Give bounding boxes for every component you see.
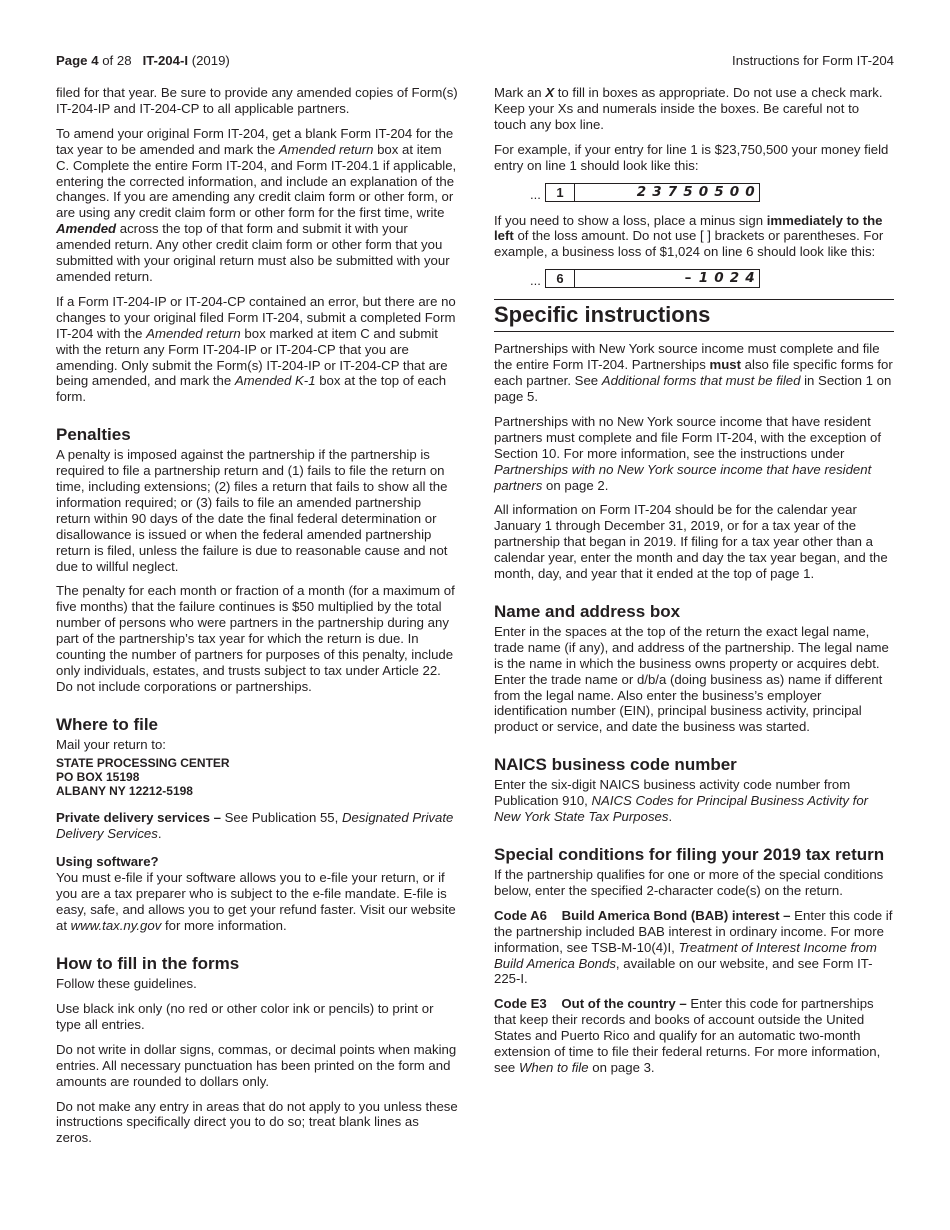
digit: 4 <box>745 270 755 287</box>
paragraph: Partnerships with New York source income must complete and file the entire Form IT-204. Partnerships must also file specific forms for each partner. See Additional forms that must be filed in Section 1 on page 5. <box>494 341 893 404</box>
right-column <box>494 85 894 1085</box>
paragraph: Mail your return to: <box>56 736 166 752</box>
example-entry-line-1 <box>494 183 894 203</box>
paragraph: Code A6 Build America Bond (BAB) interest – Enter this code if the partnership included BAB interest in ordinary income. For more information, see TSB-M-10(4)I, Treatment of Interest Income from Build America Bonds, available on our website, and see Form IT-225-I. <box>494 907 893 987</box>
paragraph: Private delivery services – See Publication 55, Designated Private Delivery Services. <box>56 809 454 841</box>
paragraph: You must e-file if your software allows you to e-file your return, or if you are a tax preparer who is subject to the e-file mandate. E-file is easy, safe, and allows you to get your refund faster. Visit our website at www.tax.ny.gov for more information. <box>56 870 456 934</box>
page-label: Page <box>56 53 88 68</box>
digit: 0 <box>745 183 755 200</box>
special-conditions-heading: Special conditions for filing your 2019 tax return <box>494 845 885 864</box>
where-to-file-heading: Where to file <box>56 714 159 734</box>
digit: 1 <box>698 270 709 287</box>
digit: 0 <box>729 183 740 200</box>
mailing-address <box>56 756 458 798</box>
paragraph: Use black ink only (no red or other color ink or pencils) to print or type all entries. <box>56 1000 434 1032</box>
paragraph: Code E3 Out of the country – Enter this code for partnerships that keep their records and books of account outside the United States and Puerto Rico and qualify for an automatic two-month extension of time to file their federal returns. For more information, see When to file on page 3. <box>494 996 881 1075</box>
left-column <box>56 85 458 1155</box>
digit: 0 <box>698 183 709 200</box>
digit: 0 <box>714 270 724 287</box>
digit: 2 <box>729 270 740 287</box>
digit: 2 <box>636 183 647 200</box>
paragraph: Follow these guidelines. <box>56 976 197 992</box>
paragraph: Partnerships with no New York source income that have resident partners must complete and file Form IT-204, with the exception of Section 10. For more information, see the instructions under Partnerships with no New York source income that have resident partners on page 2. <box>494 413 882 493</box>
digit: 7 <box>667 183 678 200</box>
how-to-fill-heading: How to fill in the forms <box>56 954 240 974</box>
specific-instructions-heading: Specific instructions <box>494 299 894 332</box>
form-year: (2019) <box>191 53 230 68</box>
name-address-heading: Name and address box <box>494 601 681 621</box>
paragraph: If a Form IT-204-IP or IT-204-CP contained an error, but there are no changes to your original filed Form IT-204, submit a completed Form IT-204 with the Amended return box marked at item C and submit with the return any Form IT-204-IP or IT-204-CP that you are amending. Only submit the Form(s) IT-204-IP or IT-204-CP that are being amended, and mark the Amended K-1 box at the top of each form. <box>56 293 456 405</box>
page-header <box>56 53 894 71</box>
leader-dots: ... <box>530 273 541 289</box>
paragraph: filed for that year. Be sure to provide any amended copies of Form(s) IT-204-IP and IT-204-CP to all applicable partners. <box>56 85 458 116</box>
address-line: ALBANY NY 12212-5198 <box>56 783 193 798</box>
naics-heading: NAICS business code number <box>494 755 737 775</box>
page-header-left <box>56 53 230 68</box>
paragraph: Enter in the spaces at the top of the return the exact legal name, trade name (if any), and address of the partnership. The legal name is the name in which the business owns property or acquires debt. Enter the trade name or d/b/a (doing business as) name if different from the legal name. Also enter the business’s employer identification number (EIN), principal business activity, principal product or service, and date the business was started. <box>494 623 889 735</box>
example-entry-line-6 <box>494 269 894 289</box>
software-heading: Using software? <box>56 853 159 869</box>
form-id: IT-204-I <box>142 53 189 68</box>
address-line: PO BOX 15198 <box>56 769 140 784</box>
digit: 5 <box>714 183 724 200</box>
paragraph: Do not write in dollar signs, commas, or decimal points when making entries. All necessary punctuation has been printed on the form and amounts are rounded to dollars only. <box>56 1041 457 1089</box>
paragraph: If you need to show a loss, place a minus sign immediately to the left of the loss amount. Do not use [ ] brackets or parentheses. For example, a business loss of $1,024 on line 6 should look like this: <box>494 212 884 260</box>
digit: 5 <box>683 183 693 200</box>
penalties-heading: Penalties <box>56 425 131 445</box>
paragraph: Enter the six-digit NAICS business activity code number from Publication 910, NAICS Codes for Principal Business Activity for New York State Tax Purposes. <box>494 777 869 825</box>
digit: 3 <box>652 183 662 200</box>
money-field-box <box>545 183 760 202</box>
paragraph: For example, if your entry for line 1 is $23,750,500 your money field entry on line 1 should look like this: <box>494 141 889 173</box>
digit-row <box>575 270 759 287</box>
paragraph: Do not make any entry in areas that do not apply to you unless these instructions specifically direct you to do so; treat blank lines as zeros. <box>56 1098 458 1146</box>
paragraph: All information on Form IT-204 should be for the calendar year January 1 through December 31, 2019, or for a tax year of the partnership that began in 2019. If filing for a tax year other than a calendar year, enter the month and day the tax year began, and the month, day, and year that it ended at the top of page 1. <box>494 502 888 582</box>
address-line: STATE PROCESSING CENTER <box>56 755 230 770</box>
leader-dots: ... <box>530 186 541 202</box>
paragraph: Mark an X to fill in boxes as appropriate. Do not use a check mark. Keep your Xs and numerals inside the boxes. Be careful not to touch any box line. <box>494 85 883 132</box>
page-total: of 28 <box>102 53 132 68</box>
line-number: 6 <box>546 270 575 287</box>
paragraph: A penalty is imposed against the partnership if the partnership is required to file a partnership return and (1) fails to file the return on time, including extensions; (2) files a return that fails to show all the information required; or (3) fails to file an amended partnership return within 90 days of the date the final federal determination or disallowance is issued or when the federal amended partnership return is filed, unless the failure is due to reasonable cause and not due to willful neglect. <box>56 447 448 574</box>
money-field-box <box>545 269 760 288</box>
page-number: 4 <box>91 53 99 68</box>
digit: – <box>684 270 692 287</box>
paragraph: If the partnership qualifies for one or more of the special conditions below, enter the specified 2-character code(s) on the return. <box>494 867 884 898</box>
digit-row <box>575 184 759 201</box>
paragraph: The penalty for each month or fraction of a month (for a maximum of five months) that the failure continues is $50 multiplied by the total number of persons who were partners in the partnership during any part of the partnership’s tax year for which the return is due. In counting the number of partners for purposes of this penalty, include only individuals, estates, and trusts subject to tax under Article 22. Do not include corporations or partnerships. <box>56 583 455 694</box>
line-number: 1 <box>546 184 575 201</box>
paragraph: To amend your original Form IT-204, get a blank Form IT-204 for the tax year to be amended and mark the Amended return box at item C. Complete the entire Form IT-204, and Form IT-204.1 if applicable, entering the corrected information, and include an explanation of the changes. If you are amending any credit claim form or other form, or are using any credit claim form or other form for the first time, write Amended across the top of that form and submit it with your amended return. Any other credit claim form or other form that you submitted with your original return must also be submitted with your amended return. <box>56 125 457 284</box>
document-title: Instructions for Form IT-204 <box>732 53 894 68</box>
